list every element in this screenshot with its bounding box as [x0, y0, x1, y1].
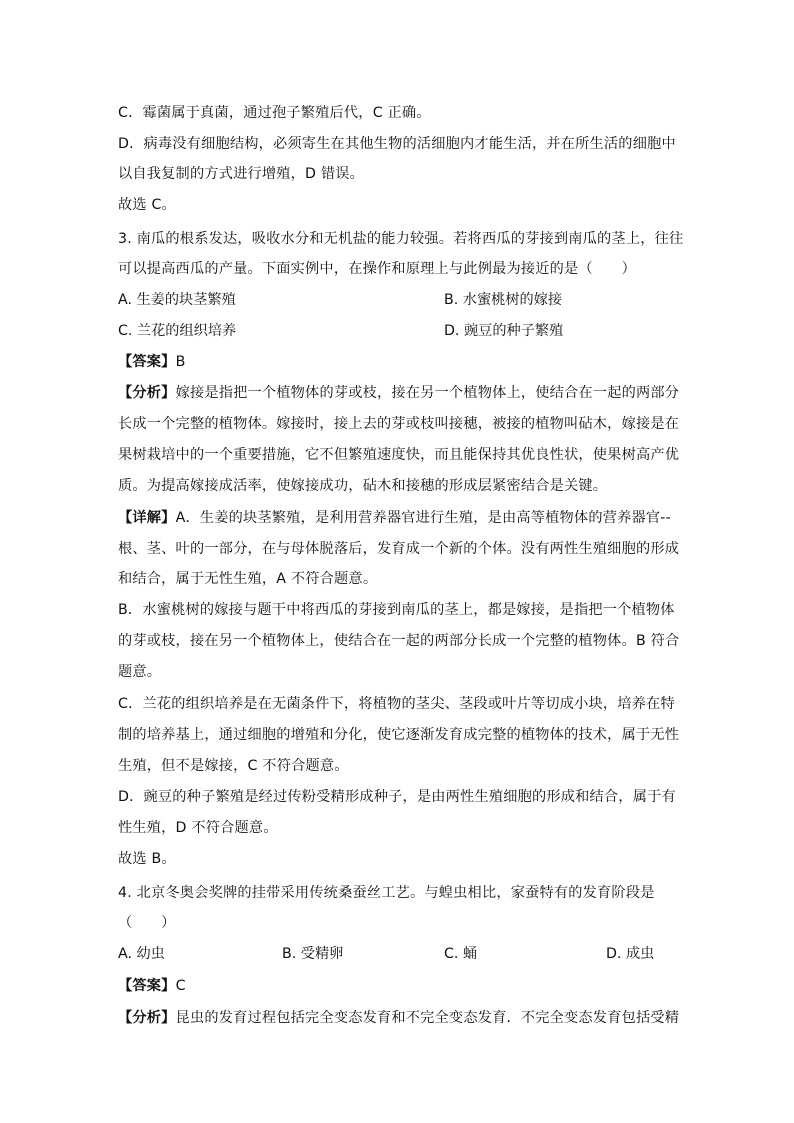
detail-text: A．生姜的块茎繁殖，是利用营养器官进行生殖，是由高等植物体的营养器官-- [175, 510, 671, 526]
question-3-option-b: B. 水蜜桃树的嫁接 [444, 292, 563, 308]
text-line: 和结合，属于无性生殖，A 不符合题意。 [118, 571, 378, 587]
question-3-option-d: D. 豌豆的种子繁殖 [444, 323, 564, 339]
text-line: 性生殖，D 不符合题意。 [118, 820, 278, 836]
question-4-option-c: C. 蛹 [444, 946, 478, 962]
text-line: C．兰花的组织培养是在无菌条件下，将植物的茎尖、茎段或叶片等切成小块，培养在特 [118, 696, 675, 712]
question-4-option-b: B. 受精卵 [282, 946, 344, 962]
question-4-stem: 4. 北京冬奥会奖牌的挂带采用传统桑蚕丝工艺。与蝗虫相比，家蚕特有的发育阶段是 [118, 885, 655, 901]
question-3-stem: 3. 南瓜的根系发达，吸收水分和无机盐的能力较强。若将西瓜的芽接到南瓜的茎上，往往 [118, 231, 684, 247]
text-line: 质。为提高嫁接成活率，使嫁接成功，砧木和接穗的形成层紧密结合是关键。 [118, 478, 608, 494]
text-line: 根、茎、叶的一部分，在与母体脱落后，发育成一个新的个体。没有两性生殖细胞的形成 [118, 541, 680, 557]
analysis-line [118, 383, 678, 403]
answer-value: B [175, 354, 186, 370]
answer-line [118, 352, 678, 372]
analysis-text: 嫁接是指把一个植物体的芽或枝，接在另一个植物体上，使结合在一起的两部分 [175, 385, 680, 401]
analysis-tag: 【分析】 [118, 1010, 176, 1026]
text-line: 长成一个完整的植物体。嫁接时，接上去的芽或枝叫接穗，被接的植物叫砧木，嫁接是在 [118, 416, 680, 432]
text-line: D．豌豆的种子繁殖是经过传粉受精形成种子，是由两性生殖细胞的形成和结合，属于有 [118, 789, 676, 805]
text-line: 故选 C。 [118, 197, 176, 213]
question-4-option-a: A. 幼虫 [118, 946, 165, 962]
text-line: B．水蜜桃树的嫁接与题干中将西瓜的芽接到南瓜的茎上，都是嫁接，是指把一个植物体 [118, 602, 675, 618]
detail-line [118, 508, 678, 528]
analysis-line [118, 1008, 678, 1028]
detail-tag: 【详解】 [118, 510, 176, 526]
answer-line [118, 976, 678, 996]
question-3-option-a: A. 生姜的块茎繁殖 [118, 292, 236, 308]
text-line: C．霉菌属于真菌，通过孢子繁殖后代，C 正确。 [118, 105, 431, 121]
question-4-stem: （ ） [118, 915, 176, 931]
analysis-text: 昆虫的发育过程包括完全变态发育和不完全变态发育．不完全变态发育包括受精 [175, 1010, 680, 1026]
question-3-stem: 可以提高西瓜的产量。下面实例中，在操作和原理上与此例最为接近的是（ ） [118, 261, 636, 277]
text-line: 故选 B。 [118, 851, 176, 867]
answer-value: C [175, 978, 186, 994]
text-line: D．病毒没有细胞结构，必须寄生在其他生物的活细胞内才能生活，并在所生活的细胞中 [118, 136, 676, 152]
text-line: 以自我复制的方式进行增殖，D 错误。 [118, 166, 365, 182]
text-line: 果树栽培中的一个重要措施，它不但繁殖速度快，而且能保持其优良性状，使果树高产优 [118, 447, 680, 463]
answer-tag: 【答案】 [118, 978, 176, 994]
text-line: 的芽或枝，接在另一个植物体上，使结合在一起的两部分长成一个完整的植物体。B 符合 [118, 633, 680, 649]
question-4-option-d: D. 成虫 [606, 946, 655, 962]
analysis-tag: 【分析】 [118, 385, 176, 401]
text-line: 生殖，但不是嫁接，C 不符合题意。 [118, 758, 349, 774]
text-line: 题意。 [118, 664, 162, 680]
text-line: 制的培养基上，通过细胞的增殖和分化，使它逐渐发育成完整的植物体的技术，属于无性 [118, 727, 680, 743]
answer-tag: 【答案】 [118, 354, 176, 370]
question-3-option-c: C. 兰花的组织培养 [118, 323, 237, 339]
